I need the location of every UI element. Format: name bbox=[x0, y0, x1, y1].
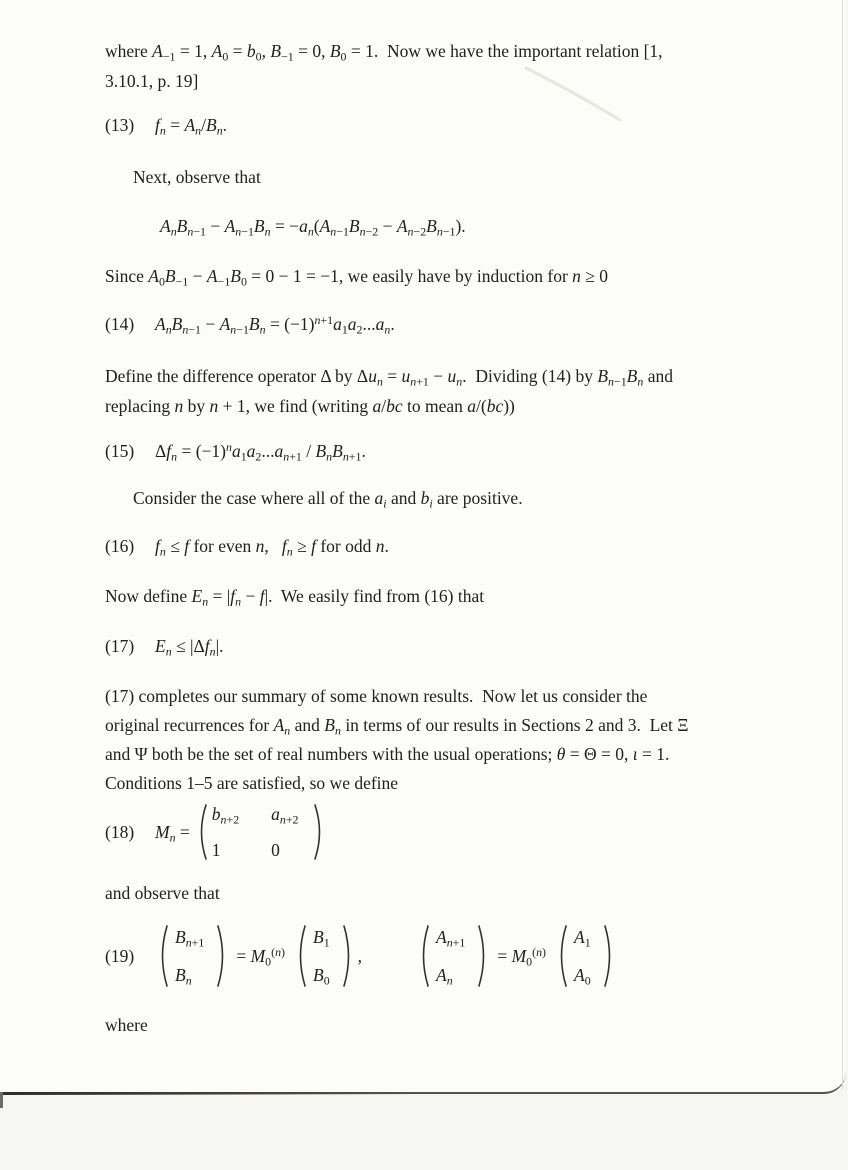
equation-17 bbox=[105, 631, 224, 661]
vector-cell: $A_1$ bbox=[574, 927, 591, 950]
equation-19 bbox=[105, 922, 619, 990]
equation-number: (19) bbox=[105, 946, 135, 966]
left-paren bbox=[293, 923, 307, 989]
column-vector bbox=[155, 922, 230, 990]
para-consider: Consider the case where all of the $a_i$ and $b_i$ are positive. bbox=[133, 488, 523, 511]
formula: $A_nB_{n-1} - A_{n-1}B_n = (-1)^{n+1}a_1a_2...a_n$. bbox=[155, 313, 395, 337]
formula: $A_nB_{n-1} - A_{n-1}B_n = -a_n(A_{n-1}B_{n-2} - A_{n-2}B_{n-1})$. bbox=[160, 216, 466, 239]
right-paren bbox=[313, 802, 327, 862]
formula: $f_n = A_n/B_n$. bbox=[155, 115, 228, 138]
equation-number: (15) bbox=[105, 441, 135, 461]
equation-display bbox=[160, 211, 466, 241]
right-paren bbox=[342, 923, 356, 989]
matrix-cell: $a_{n+2}$ bbox=[271, 804, 299, 827]
vector-cell: $B_0$ bbox=[312, 965, 330, 988]
equation-14 bbox=[105, 309, 395, 339]
separator: , bbox=[357, 946, 363, 966]
matrix-lhs: $M_n$ = bbox=[155, 822, 190, 845]
para-intro: where $A_{-1} = 1$, $A_0 = b_0$, $B_{-1} = 0$, $B_0 = 1$. Now we have the important relation [1, 3.10.1, p. 19] bbox=[105, 41, 663, 91]
vector-cell: $A_n$ bbox=[436, 965, 453, 988]
vector-rhs-operator: = $M_0^{(n)}$ bbox=[236, 945, 285, 969]
right-paren bbox=[603, 923, 617, 989]
column-vector bbox=[416, 922, 491, 990]
para-summary: (17) completes our summary of some known results. Now let us consider the original recurrences for $A_n$ and $B_n$ in terms of our results in Sections 2 and 3. Let Ξ and Ψ both be the set of real numbers with the usual operations; θ = Θ = 0, ι = 1. Conditions 1–5 are satisfied, so we define bbox=[105, 686, 689, 793]
left-paren bbox=[194, 802, 208, 862]
equation-18 bbox=[105, 799, 327, 865]
equation-number: (14) bbox=[105, 314, 135, 334]
vector-cell: $A_{n+1}$ bbox=[436, 927, 466, 950]
matrix-cell: 0 bbox=[271, 840, 280, 860]
vector-rhs-operator: = $M_0^{(n)}$ bbox=[497, 945, 546, 969]
right-paren bbox=[477, 923, 491, 989]
matrix-cell: $b_{n+2}$ bbox=[211, 804, 240, 827]
matrix bbox=[194, 799, 327, 865]
vector-cell: $B_n$ bbox=[175, 965, 192, 988]
equation-number: (16) bbox=[105, 536, 135, 556]
formula: $\Delta f_n = (-1)^na_1a_2...a_{n+1} / B_nB_{n+1}$. bbox=[155, 440, 366, 464]
equation-number: (17) bbox=[105, 636, 135, 656]
para-next-observe: Next, observe that bbox=[133, 167, 261, 187]
formula: $E_n \le |\Delta f_n|$. bbox=[155, 636, 224, 659]
formula: $f_n \le f$ for even n, $f_n \ge f$ for odd n. bbox=[155, 536, 389, 559]
matrix-cell: 1 bbox=[211, 840, 221, 860]
left-paren bbox=[155, 923, 169, 989]
para-since: Since $A_0B_{-1} - A_{-1}B_0 = 0 - 1 = -1$, we easily have by induction for n ≥ 0 bbox=[105, 266, 609, 289]
vector-cell: $B_{n+1}$ bbox=[175, 927, 205, 950]
matrix-grid bbox=[208, 799, 313, 865]
equation-number: (13) bbox=[105, 115, 135, 135]
equation-15 bbox=[105, 436, 366, 466]
column-vector bbox=[554, 922, 617, 990]
para-where: where bbox=[105, 1015, 148, 1035]
para-and-observe: and observe that bbox=[105, 883, 220, 903]
vector-equation bbox=[155, 922, 362, 990]
left-paren bbox=[554, 923, 568, 989]
vector-equation bbox=[416, 922, 619, 990]
left-paren bbox=[416, 923, 430, 989]
right-paren bbox=[216, 923, 230, 989]
para-define-delta: Define the difference operator Δ by $\Delta u_n = u_{n+1} - u_n$. Dividing (14) by $B_{n-1}B_n$ and replacing n by n + 1, we find (writing a/bc to mean a/(bc)) bbox=[105, 366, 673, 416]
column-vector bbox=[293, 922, 356, 990]
vector-cell: $A_0$ bbox=[574, 965, 591, 988]
vector-cell: $B_1$ bbox=[312, 927, 330, 950]
equation-number: (18) bbox=[105, 822, 135, 842]
equation-13 bbox=[105, 110, 227, 140]
equation-16 bbox=[105, 531, 389, 561]
para-now-define: Now define $E_n = |f_n - f|$. We easily find from (16) that bbox=[105, 586, 485, 609]
